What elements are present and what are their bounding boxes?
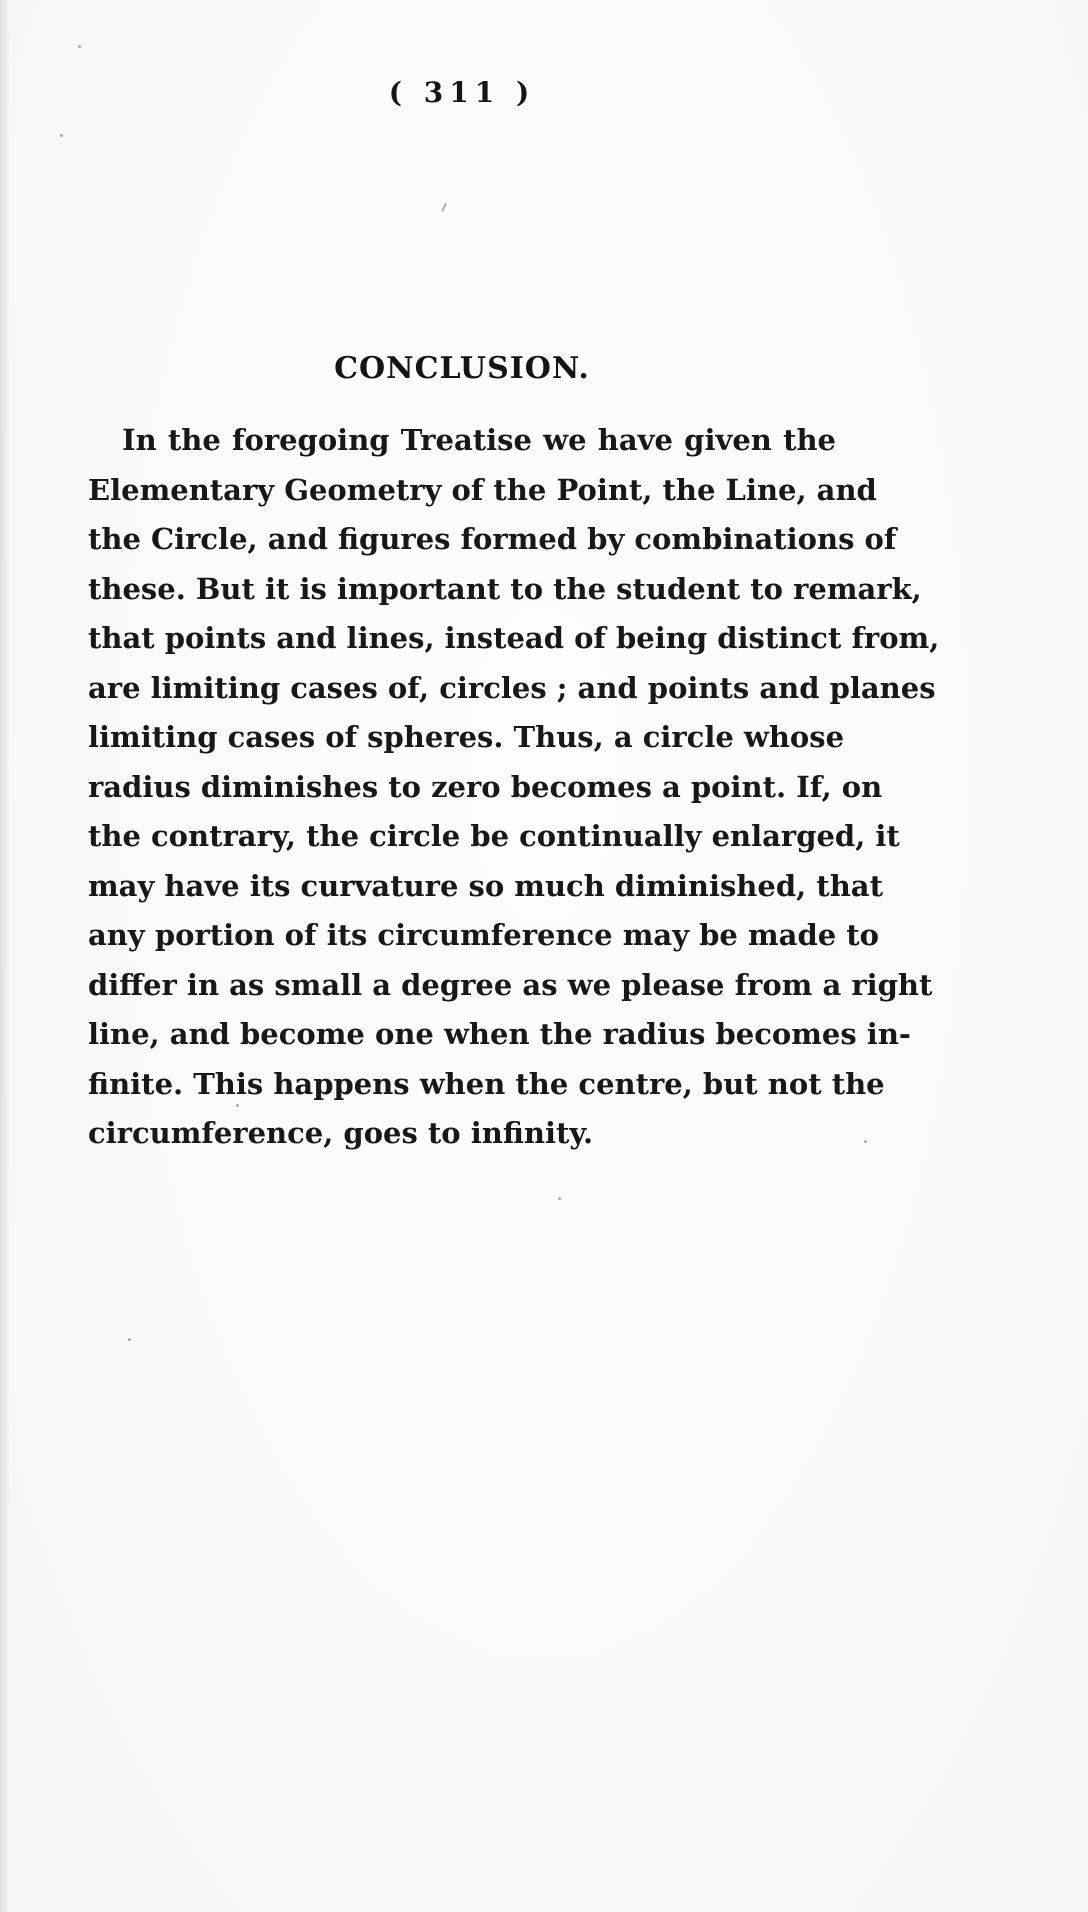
text-line: radius diminishes to zero becomes a point. If, on bbox=[88, 769, 883, 804]
text-line: these. But it is important to the student to remark, bbox=[88, 571, 922, 606]
page-edge-shadow bbox=[0, 0, 10, 1912]
text-line: In the foregoing Treatise we have given the bbox=[122, 423, 836, 457]
text-line: limiting cases of spheres. Thus, a circle whose bbox=[88, 720, 845, 754]
text-line: are limiting cases of, circles ; and points and planes bbox=[88, 670, 936, 705]
text-line: any portion of its circumference may be made to bbox=[88, 918, 880, 952]
paragraph bbox=[88, 416, 940, 1159]
scan-speck bbox=[864, 1140, 867, 1143]
text-line: Elementary Geometry of the Point, the Line, and bbox=[88, 472, 877, 507]
text-line: circumference, goes to infinity. bbox=[88, 1116, 594, 1150]
text-line: the contrary, the circle be continually enlarged, it bbox=[88, 819, 900, 853]
scan-speck bbox=[60, 134, 63, 137]
scan-speck bbox=[78, 45, 81, 48]
section-heading: CONCLUSION. bbox=[334, 351, 590, 386]
text-line: differ in as small a degree as we please from a right bbox=[88, 967, 933, 1002]
text-line: the Circle, and figures formed by combinations of bbox=[88, 522, 897, 556]
page-number: ( 311 ) bbox=[388, 76, 536, 109]
text-line: line, and become one when the radius becomes in- bbox=[88, 1017, 911, 1051]
text-line: finite. This happens when the centre, but not the bbox=[88, 1066, 885, 1101]
scan-speck bbox=[128, 1338, 131, 1341]
text-line: that points and lines, instead of being distinct from, bbox=[88, 621, 940, 655]
scan-speck bbox=[441, 203, 447, 212]
scan-speck bbox=[558, 1197, 561, 1200]
text-line: may have its curvature so much diminished, that bbox=[88, 868, 883, 903]
